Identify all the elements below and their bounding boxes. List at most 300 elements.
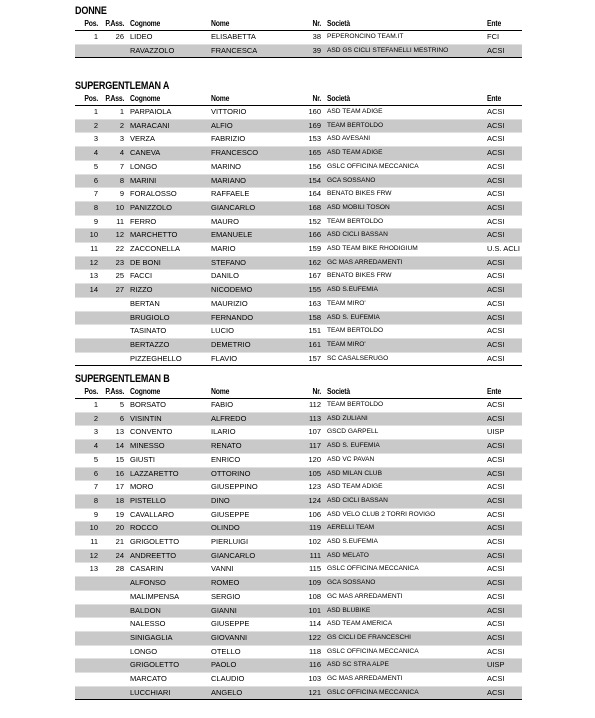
nr-cell: 111 [286, 549, 324, 563]
nome-cell: GIANNI [208, 604, 286, 618]
cognome-cell: VISINTIN [127, 412, 208, 426]
nome-cell: DEMETRIO [208, 338, 286, 352]
table-row [75, 604, 522, 618]
table-row [75, 243, 522, 257]
pass-cell: 7 [119, 161, 124, 171]
pos-cell: 5 [93, 161, 98, 171]
table-row [75, 270, 522, 284]
nr-cell: 121 [286, 686, 324, 700]
nome-cell: DINO [208, 494, 286, 508]
column-header-nome [208, 18, 286, 31]
societa-cell: GC MAS ARREDAMENTI [327, 675, 403, 683]
societa-cell: GS CICLI DE FRANCESCHI [324, 631, 484, 645]
nome-cell: RENATO [208, 440, 286, 454]
nome-cell: GIOVANNI [208, 631, 286, 645]
ente-cell: ACSI [484, 686, 522, 700]
cognome-cell: FORALOSSO [130, 189, 177, 199]
pass-cell: 21 [115, 537, 124, 547]
pass-cell: 6 [101, 412, 127, 426]
societa-cell: ASD TEAM AMERICA [327, 620, 393, 628]
nome-cell: GIANCARLO [208, 549, 286, 563]
table-row [75, 256, 522, 270]
nr-cell: 151 [308, 326, 321, 336]
nr-cell: 160 [308, 107, 321, 116]
cognome-cell: LONGO [130, 646, 158, 656]
societa-cell: GSLC OFFICINA MECCANICA [327, 647, 419, 655]
pos-cell: 11 [90, 244, 98, 254]
nr-cell: 118 [309, 646, 321, 656]
pos-cell [75, 297, 101, 311]
nr-cell: 164 [308, 189, 321, 199]
table-row [75, 536, 522, 550]
column-header-ente [484, 93, 522, 106]
nr-cell: 119 [286, 522, 324, 536]
pos-cell: 1 [93, 107, 98, 116]
societa-cell: ASD S.EUFEMIA [324, 284, 484, 298]
cognome-cell: CASARIN [130, 564, 164, 574]
pos-cell: 3 [93, 427, 98, 437]
pos-cell: 2 [75, 412, 101, 426]
column-header-cognome [127, 93, 208, 106]
nr-cell: 107 [308, 427, 321, 437]
column-header-label: Nome [211, 94, 230, 103]
column-header-societa [324, 386, 484, 399]
nr-cell: 122 [286, 631, 324, 645]
ente-cell: ACSI [487, 298, 505, 308]
column-header-pos [75, 93, 101, 106]
cognome-cell: MARCHETTO [127, 229, 208, 243]
pass-cell: 26 [115, 32, 124, 41]
societa-cell: ASD MELATO [324, 549, 484, 563]
nome-cell: GIUSEPPINO [211, 482, 258, 492]
nr-cell: 165 [286, 147, 324, 161]
ente-cell: ACSI [487, 482, 505, 492]
column-header-label: P.Ass. [105, 19, 124, 28]
nome-cell: VITTORIO [211, 107, 247, 116]
column-header-ente [484, 386, 522, 399]
ente-cell: ACSI [484, 338, 522, 352]
nr-cell: 112 [309, 400, 321, 409]
societa-cell: GSCD GARPELL [327, 428, 379, 436]
pos-cell: 14 [75, 284, 101, 298]
nome-cell: GIANCARLO [208, 201, 286, 215]
cognome-cell: RAVAZZOLO [127, 44, 208, 58]
pass-cell: 24 [101, 549, 127, 563]
column-header-label: Nome [211, 19, 230, 28]
pass-cell: 22 [115, 244, 124, 254]
ente-cell: ACSI [484, 604, 522, 618]
pass-cell [101, 659, 127, 673]
societa-cell: ASD CICLI BASSAN [324, 494, 484, 508]
nome-cell: GIUSEPPE [211, 619, 250, 629]
pos-cell [75, 325, 101, 339]
nome-cell: ENRICO [211, 454, 241, 464]
column-header-label: Società [327, 19, 351, 28]
societa-cell: GC MAS ARREDAMENTI [324, 256, 484, 270]
nr-cell: 163 [308, 298, 321, 308]
ente-cell: ACSI [487, 619, 505, 629]
societa-cell: ASD ZULIANI [324, 412, 484, 426]
pass-cell: 11 [116, 216, 124, 226]
column-header-label: Ente [487, 19, 502, 28]
nome-cell: MAURO [211, 216, 239, 226]
pass-cell [101, 325, 127, 339]
ente-cell: ACSI [484, 284, 522, 298]
nome-cell: GIUSEPPE [211, 509, 250, 519]
cognome-cell: TASINATO [130, 326, 167, 336]
nome-cell: CLAUDIO [211, 674, 245, 684]
societa-cell: BENATO BIKES FRW [327, 190, 392, 198]
cognome-cell: MINESSO [127, 440, 208, 454]
cognome-cell: MALIMPENSA [130, 591, 180, 601]
ente-cell: ACSI [484, 631, 522, 645]
nome-cell: OLINDO [208, 522, 286, 536]
societa-cell: BENATO BIKES FRW [327, 272, 392, 280]
cognome-cell: BERTAZZO [127, 338, 208, 352]
cognome-cell: PANIZZOLO [127, 201, 208, 215]
pos-cell: 10 [75, 229, 101, 243]
nome-cell: FRANCESCO [208, 147, 286, 161]
pass-cell [101, 604, 127, 618]
nr-cell: 159 [308, 244, 321, 254]
ente-cell: ACSI [484, 147, 522, 161]
nr-cell: 168 [286, 201, 324, 215]
pass-cell: 17 [115, 482, 124, 492]
pass-cell [101, 44, 127, 58]
nome-cell: FABRIZIO [211, 134, 246, 144]
pos-cell: 12 [75, 256, 101, 270]
table-row [75, 174, 522, 188]
pos-cell: 9 [93, 509, 98, 519]
nome-cell: LUCIO [211, 326, 234, 336]
pos-cell: 13 [89, 564, 98, 574]
ente-cell: ACSI [484, 522, 522, 536]
table-row [75, 467, 522, 481]
societa-cell: ASD TEAM ADIGE [327, 108, 383, 115]
societa-cell: AERELLI TEAM [324, 522, 484, 536]
cognome-cell: ANDREETTO [127, 549, 208, 563]
pos-cell [75, 44, 101, 58]
ente-cell: ACSI [484, 467, 522, 481]
cognome-cell: BERTAN [130, 298, 160, 308]
pos-cell: 13 [89, 271, 98, 281]
pass-cell [101, 297, 127, 311]
societa-cell: ASD TEAM BIKE RHODIGIUM [327, 245, 418, 253]
societa-cell: GCA SOSSANO [324, 174, 484, 188]
table-row [75, 453, 522, 467]
table-row [75, 399, 522, 413]
column-header-cognome [127, 18, 208, 31]
cognome-cell: GRIGOLETTO [130, 537, 180, 547]
table-row [75, 590, 522, 604]
pass-cell [101, 618, 127, 632]
table-header-row [75, 93, 522, 106]
table-row [75, 673, 522, 687]
nr-cell: 162 [286, 256, 324, 270]
table-header-row [75, 386, 522, 399]
ente-cell: UISP [487, 427, 505, 437]
societa-cell: GC MAS ARREDAMENTI [327, 592, 403, 600]
pos-cell: 1 [93, 400, 98, 409]
nr-cell: 124 [286, 494, 324, 508]
nr-cell: 109 [286, 577, 324, 591]
pos-cell: 6 [75, 174, 101, 188]
table-row [75, 133, 522, 147]
column-header-label: Nr. [312, 94, 321, 103]
cognome-cell: PARPAIOLA [130, 107, 172, 116]
cognome-cell: RIZZO [127, 284, 208, 298]
table-row [75, 352, 522, 366]
pass-cell: 10 [101, 201, 127, 215]
nr-cell: 154 [286, 174, 324, 188]
nr-cell: 120 [308, 454, 321, 464]
nr-cell: 113 [286, 412, 324, 426]
pass-cell: 14 [101, 440, 127, 454]
cognome-cell: BORSATO [130, 400, 166, 409]
ente-cell: ACSI [487, 189, 505, 199]
societa-cell: ASD TEAM ADIGE [324, 147, 484, 161]
pass-cell: 4 [101, 147, 127, 161]
pos-cell: 8 [75, 494, 101, 508]
table-row [75, 297, 522, 311]
ente-cell: ACSI [487, 161, 505, 171]
pass-cell: 13 [115, 427, 124, 437]
pass-cell: 12 [101, 229, 127, 243]
pass-cell: 2 [101, 119, 127, 133]
pos-cell: 5 [93, 454, 98, 464]
table-row [75, 215, 522, 229]
nome-cell: MAURIZIO [211, 298, 248, 308]
nr-cell: 105 [286, 467, 324, 481]
cognome-cell: BALDON [127, 604, 208, 618]
column-header-label: P.Ass. [105, 94, 124, 103]
table-header-row [75, 18, 522, 31]
societa-cell: GSLC OFFICINA MECCANICA [327, 565, 419, 573]
nr-cell: 106 [308, 509, 321, 519]
pass-cell [101, 590, 127, 604]
section-title: SUPERGENTLEMAN B [75, 373, 170, 385]
societa-cell: ASD BLUBIKE [324, 604, 484, 618]
results-table [75, 18, 522, 58]
cognome-cell: LIDEO [130, 32, 153, 41]
section-donne [75, 4, 522, 58]
nome-cell: DANILO [211, 271, 239, 281]
pos-cell [75, 659, 101, 673]
section-supergentleman-a [75, 79, 522, 366]
table-row [75, 106, 522, 120]
pos-cell [75, 338, 101, 352]
societa-cell: SC CASALSERUGO [327, 354, 389, 362]
table-row [75, 618, 522, 632]
pos-cell [75, 673, 101, 687]
table-row [75, 494, 522, 508]
cognome-cell: MORO [130, 482, 154, 492]
ente-cell: ACSI [484, 119, 522, 133]
pos-cell: 4 [75, 440, 101, 454]
pass-cell [101, 686, 127, 700]
cognome-cell: DE BONI [127, 256, 208, 270]
table-row [75, 119, 522, 133]
ente-cell: ACSI [487, 509, 505, 519]
cognome-cell: MARINI [127, 174, 208, 188]
ente-cell: ACSI [484, 577, 522, 591]
pos-cell: 2 [75, 119, 101, 133]
nome-cell: FABIO [211, 400, 234, 409]
section-title: SUPERGENTLEMAN A [75, 80, 170, 92]
column-header-label: Ente [487, 387, 502, 396]
pos-cell [75, 590, 101, 604]
nr-cell: 108 [308, 591, 321, 601]
column-header-nome [208, 93, 286, 106]
ente-cell: ACSI [484, 494, 522, 508]
pass-cell [101, 673, 127, 687]
societa-cell: ASD AVESANI [327, 135, 371, 143]
column-header-label: Pos. [84, 19, 98, 28]
societa-cell: ASD VELO CLUB 2 TORRI ROVIGO [327, 510, 436, 518]
cognome-cell: PIZZEGHELLO [130, 353, 182, 363]
nr-cell: 117 [286, 440, 324, 454]
nr-cell: 102 [308, 537, 321, 547]
column-header-cognome [127, 386, 208, 399]
ente-cell: ACSI [484, 201, 522, 215]
nr-cell: 103 [308, 674, 321, 684]
societa-cell: TEAM BERTOLDO [324, 119, 484, 133]
pass-cell: 9 [119, 189, 124, 199]
nr-cell: 153 [308, 134, 321, 144]
cognome-cell: NALESSO [130, 619, 166, 629]
nome-cell: MARINO [211, 161, 241, 171]
pos-cell [75, 631, 101, 645]
table-row [75, 44, 522, 58]
pos-cell [75, 618, 101, 632]
table-row [75, 440, 522, 454]
table-row [75, 549, 522, 563]
column-header-nr [286, 93, 324, 106]
column-header-label: P.Ass. [105, 387, 124, 396]
nr-cell: 161 [286, 338, 324, 352]
column-header-label: Cognome [130, 387, 161, 396]
cognome-cell: LUCCHIARI [127, 686, 208, 700]
nome-cell: STEFANO [208, 256, 286, 270]
cognome-cell: CAVALLARO [130, 509, 174, 519]
nome-cell: OTTORINO [208, 467, 286, 481]
pos-cell: 1 [93, 32, 98, 41]
pos-cell [75, 577, 101, 591]
ente-cell: ACSI [487, 271, 505, 281]
ente-cell: ACSI [484, 174, 522, 188]
ente-cell: ACSI [487, 400, 505, 409]
nome-cell: OTELLO [211, 646, 241, 656]
column-header-societa [324, 18, 484, 31]
table-row [75, 229, 522, 243]
column-header-pos [75, 18, 101, 31]
column-header-pass [101, 386, 127, 399]
table-row [75, 645, 522, 659]
societa-cell: ASD MILAN CLUB [324, 467, 484, 481]
column-header-pass [101, 93, 127, 106]
societa-cell: ASD CICLI BASSAN [324, 229, 484, 243]
table-row [75, 631, 522, 645]
table-row [75, 426, 522, 440]
column-header-label: Nr. [312, 19, 321, 28]
column-header-label: Nome [211, 387, 230, 396]
nr-cell: 169 [286, 119, 324, 133]
pass-cell [101, 311, 127, 325]
column-header-pos [75, 386, 101, 399]
table-row [75, 577, 522, 591]
pass-cell: 19 [115, 509, 124, 519]
pos-cell: 8 [75, 201, 101, 215]
pass-cell: 1 [119, 107, 124, 116]
table-row [75, 508, 522, 522]
cognome-cell: GRIGOLETTO [127, 659, 208, 673]
pos-cell [75, 604, 101, 618]
ente-cell: ACSI [487, 537, 505, 547]
nome-cell: ANGELO [208, 686, 286, 700]
pass-cell: 5 [119, 400, 124, 409]
table-row [75, 160, 522, 174]
ente-cell: ACSI [487, 674, 505, 684]
column-header-label: Cognome [130, 19, 161, 28]
pass-cell: 25 [115, 271, 124, 281]
nome-cell: PIERLUIGI [211, 537, 249, 547]
results-table [75, 93, 522, 366]
table-row [75, 325, 522, 339]
section-supergentleman-b [75, 372, 522, 700]
cognome-cell: ALFONSO [127, 577, 208, 591]
nr-cell: 158 [286, 311, 324, 325]
nome-cell: ELISABETTA [211, 32, 256, 41]
pos-cell: 9 [93, 216, 98, 226]
pos-cell [75, 352, 101, 366]
ente-cell: ACSI [487, 454, 505, 464]
table-row [75, 412, 522, 426]
nr-cell: 156 [308, 161, 321, 171]
pass-cell [101, 631, 127, 645]
pass-cell: 3 [119, 134, 124, 144]
column-header-societa [324, 93, 484, 106]
pass-cell: 20 [101, 522, 127, 536]
pos-cell: 4 [75, 147, 101, 161]
cognome-cell: LONGO [130, 161, 158, 171]
ente-cell: ACSI [487, 107, 505, 116]
pos-cell [75, 686, 101, 700]
pos-cell: 7 [93, 482, 98, 492]
societa-cell: ASD S.EUFEMIA [327, 538, 378, 546]
column-header-label: Società [327, 387, 351, 396]
nome-cell: FLAVIO [211, 353, 238, 363]
pass-cell [101, 338, 127, 352]
cognome-cell: ZACCONELLA [130, 244, 181, 254]
societa-cell: ASD VC PAVAN [327, 455, 375, 463]
pos-cell: 12 [75, 549, 101, 563]
column-header-nr [286, 386, 324, 399]
nome-cell: RAFFAELE [211, 189, 250, 199]
pass-cell [101, 577, 127, 591]
pass-cell: 28 [115, 564, 124, 574]
nr-cell: 114 [309, 619, 321, 629]
nome-cell: SERGIO [211, 591, 241, 601]
cognome-cell: ROCCO [127, 522, 208, 536]
nome-cell: MARIO [211, 244, 236, 254]
table-row [75, 147, 522, 161]
cognome-cell: GIUSTI [130, 454, 156, 464]
column-header-label: Società [327, 94, 351, 103]
pass-cell: 27 [101, 284, 127, 298]
nr-cell: 123 [308, 482, 321, 492]
pass-cell: 8 [101, 174, 127, 188]
societa-cell: ASD S. EUFEMIA [324, 311, 484, 325]
